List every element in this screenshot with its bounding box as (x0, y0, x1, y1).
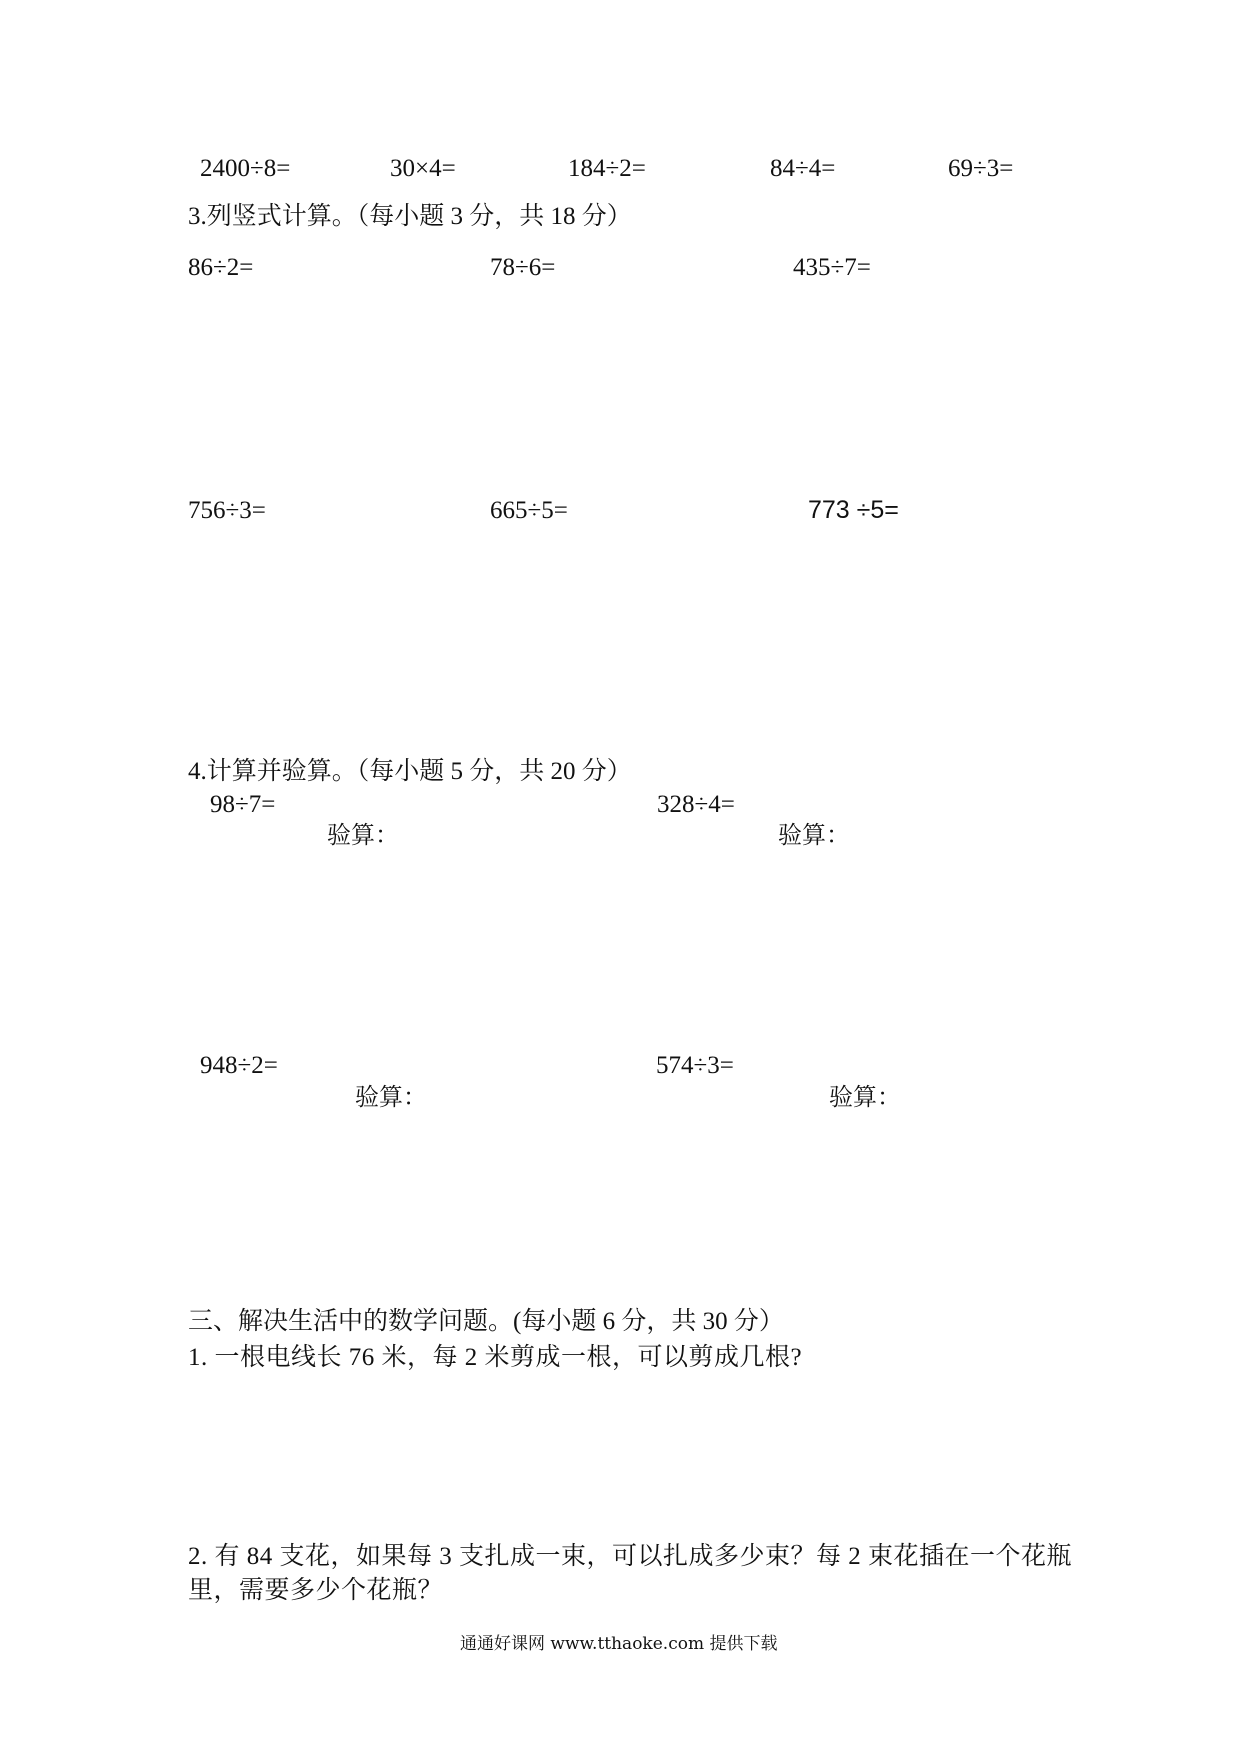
check-calc-3-label: 验算： (355, 1085, 427, 1111)
vertical-calc-3: 435÷7= (793, 254, 871, 281)
word-problem-2-line1: 2. 有 84 支花，如果每 3 支扎成一束，可以扎成多少束？每 2 束花插在一个花瓶 (188, 1543, 1073, 1570)
vertical-calc-1: 86÷2= (188, 254, 254, 281)
footer-credit: 通通好课网 www.tthaoke.com 提供下载 (460, 1634, 778, 1654)
oral-calc-3: 184÷2= (568, 155, 646, 182)
vertical-calc-6: 773 ÷5= (808, 496, 899, 524)
section4-heading: 4.计算并验算。（每小题 5 分，共 20 分） (188, 758, 632, 785)
oral-calc-4: 84÷4= (770, 155, 836, 182)
oral-calc-2: 30×4= (390, 155, 456, 182)
check-calc-3-expr: 948÷2= (200, 1052, 278, 1079)
oral-calc-5: 69÷3= (948, 155, 1014, 182)
word-problem-1: 1. 一根电线长 76 米，每 2 米剪成一根，可以剪成几根? (188, 1344, 803, 1371)
check-calc-4-expr: 574÷3= (656, 1052, 734, 1079)
check-calc-1-expr: 98÷7= (210, 791, 276, 818)
vertical-calc-2: 78÷6= (490, 254, 556, 281)
check-calc-2-expr: 328÷4= (657, 791, 735, 818)
oral-calc-1: 2400÷8= (200, 155, 291, 182)
check-calc-4-label: 验算： (829, 1085, 901, 1111)
section3-heading: 3.列竖式计算。（每小题 3 分，共 18 分） (188, 203, 632, 230)
vertical-calc-4: 756÷3= (188, 497, 266, 524)
check-calc-2-label: 验算： (778, 823, 850, 849)
part3-heading: 三、解决生活中的数学问题。(每小题 6 分，共 30 分） (188, 1308, 784, 1335)
vertical-calc-5: 665÷5= (490, 497, 568, 524)
word-problem-2-line2: 里，需要多少个花瓶？ (188, 1577, 444, 1604)
check-calc-1-label: 验算： (327, 823, 399, 849)
